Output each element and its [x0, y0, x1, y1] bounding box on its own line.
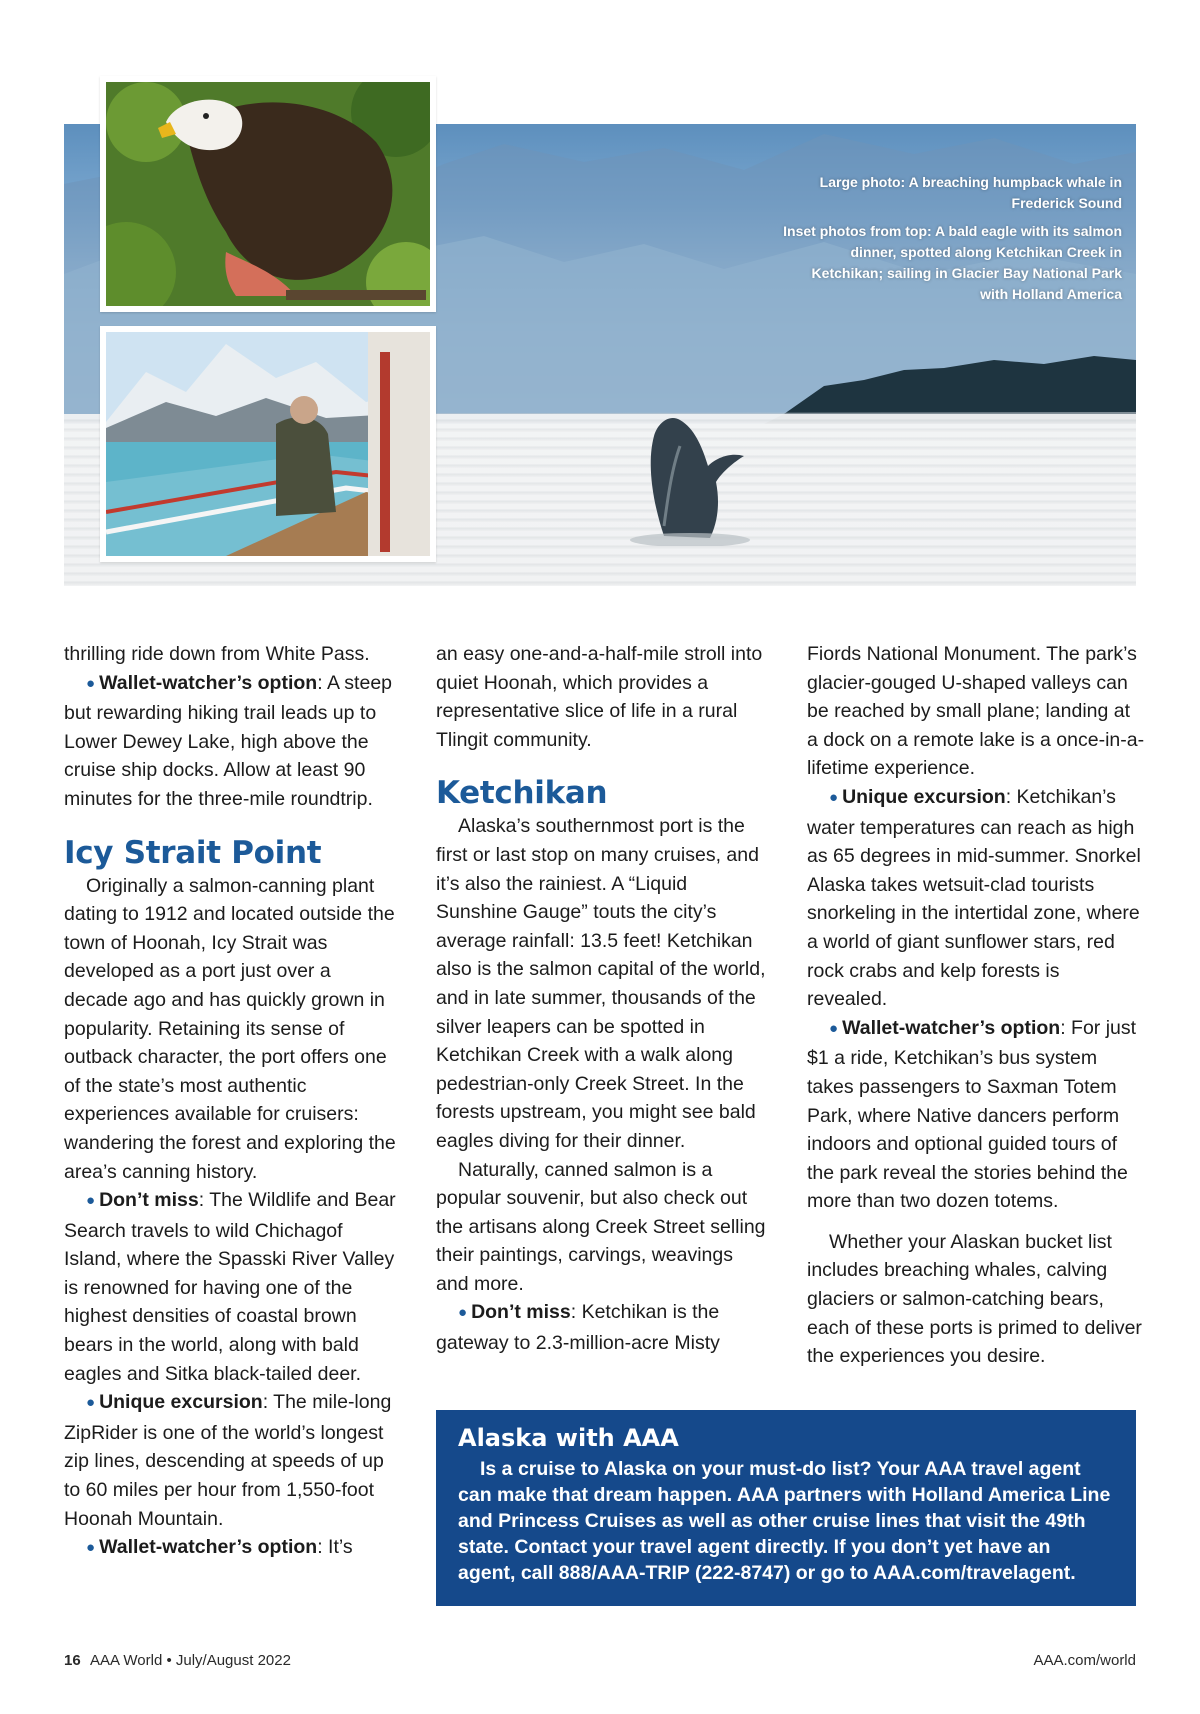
paragraph-text: : Ketchikan’s water temperatures can reach as high as 65 degrees in mid-summer. Snorkel Alaska takes wetsuit-clad tourists snorkeling in the intertidal zone, where a world of giant sunflower stars, red rock crabs and kelp forests is revealed. [807, 785, 1141, 1011]
alaska-with-aaa-box [436, 1410, 1136, 1606]
glacier-bay-inset-photo [100, 326, 436, 562]
bullet-icon [86, 1536, 99, 1558]
unique-excursion-label: Unique excursion [99, 1391, 263, 1414]
large-photo-caption: Large photo: A breaching humpback whale in Frederick Sound [819, 174, 1122, 211]
article-column-1 [64, 640, 396, 1564]
article-column-2 [436, 640, 768, 1358]
paragraph: an easy one-and-a-half-mile stroll into quiet Hoonah, which provides a representative slice of life in a rural Tlingit community. [436, 643, 763, 751]
dont-miss-paragraph [436, 1298, 768, 1357]
paragraph: Naturally, canned salmon is a popular souvenir, but also check out the artisans along Creek Street selling their paintings, carvings, weavings and more. [436, 1158, 766, 1295]
box-body-text: Is a cruise to Alaska on your must-do list? Your AAA travel agent can make that dream happen. AAA partners with Holland America Line and Princess Cruises as well as other cruise lines that visit the 49th state. Contact your travel agent directly. If you don’t yet have an agent, call 888/AAA-TRIP (222-8747) or go to [458, 1458, 1111, 1584]
paragraph-text: : The mile-long ZipRider is one of the world’s longest zip lines, descending at speeds of up to 60 miles per hour from 1,550-foot Hoonah Mountain. [64, 1391, 392, 1530]
unique-excursion-paragraph [64, 1388, 396, 1533]
paragraph-text: : For just $1 a ride, Ketchikan’s bus system takes passengers to Saxman Totem Park, where Native dancers perform indoors and optional guided tours of the park reveal the stories behind the more than two dozen totems. [807, 1016, 1137, 1213]
paragraph: Fiords National Monument. The park’s glacier-gouged U-shaped valleys can be reached by small plane; landing at a dock on a remote lake is a once-in-a-lifetime experience. [807, 643, 1145, 780]
box-title: Alaska with AAA [458, 1424, 679, 1452]
bald-eagle-image [106, 82, 430, 306]
box-end-punctuation: . [1070, 1562, 1076, 1584]
travel-agent-link[interactable]: AAA.com/travelagent [873, 1562, 1071, 1584]
paragraph-text: : Ketchikan is the gateway to 2.3-million-acre Misty [436, 1301, 720, 1355]
humpback-whale [624, 406, 774, 546]
wallet-watcher-option-paragraph [64, 1533, 396, 1564]
page-number: 16 [64, 1652, 81, 1669]
paragraph: thrilling ride down from White Pass. [64, 643, 370, 665]
section-heading-ketchikan: Ketchikan [436, 775, 608, 812]
paragraph-text: : A steep but rewarding hiking trail leads up to Lower Dewey Lake, high above the cruise ship docks. Allow at least 90 minutes for the three-mile roundtrip. [64, 671, 393, 810]
closing-paragraph: Whether your Alaskan bucket list includes breaching whales, calving glaciers or salmon-catching bears, each of these ports is primed to deliver the experiences you desire. [807, 1230, 1142, 1368]
unique-excursion-paragraph [807, 783, 1145, 1014]
inset-photos-caption: Inset photos from top: A bald eagle with its salmon dinner, spotted along Ketchikan Creek in Ketchikan; sailing in Glacier Bay National Park with Holland America [783, 223, 1122, 302]
article-column-3 [807, 640, 1145, 1371]
eagle-inset-photo [100, 76, 436, 312]
paragraph: Alaska’s southernmost port is the first or last stop on many cruises, and it’s also the rainiest. A “Liquid Sunshine Gauge” touts the city’s average rainfall: 13.5 feet! Ketchikan also is the salmon capital of the world, and in late summer, thousands of the silver leapers can be spotted in Ketchikan Creek with a walk along pedestrian-only Creek Street. In the forests upstream, you might see bald eagles diving for their dinner. [436, 815, 766, 1152]
page-footer [64, 1652, 1136, 1669]
paragraph: Originally a salmon-canning plant dating to 1912 and located outside the town of Hoonah, Icy Strait was developed as a port just over a decade ago and has quickly grown in popularity. Retaining its sense of outback character, the port offers one of the state’s most authentic experiences available for cruisers: wandering the forest and exploring the area’s canning history. [64, 874, 396, 1183]
wallet-watcher-option-paragraph [807, 1014, 1145, 1216]
bullet-icon [829, 786, 842, 808]
unique-excursion-label: Unique excursion [842, 785, 1006, 808]
website-link[interactable]: AAA.com/world [1033, 1652, 1136, 1669]
dont-miss-paragraph [64, 1186, 396, 1388]
bullet-icon [829, 1017, 842, 1039]
bullet-icon [86, 1391, 99, 1413]
box-text [458, 1456, 1112, 1586]
wallet-watcher-option-paragraph [64, 669, 396, 814]
bullet-icon [458, 1301, 471, 1323]
dont-miss-label: Don’t miss [99, 1189, 199, 1212]
publication-info: AAA World • July/August 2022 [90, 1652, 291, 1669]
dont-miss-label: Don’t miss [471, 1301, 571, 1324]
paragraph-text: : It’s [317, 1536, 353, 1559]
photo-caption [782, 172, 1122, 305]
bullet-icon [86, 672, 99, 694]
wallet-watcher-label: Wallet-watcher’s option [842, 1016, 1061, 1039]
section-heading-icy-strait-point: Icy Strait Point [64, 834, 322, 871]
paragraph-text: : The Wildlife and Bear Search travels to wild Chichagof Island, where the Spasski River Valley is renowned for having one of the highest densities of coastal brown bears in the world, along with bald eagles and Sitka black-tailed deer. [64, 1189, 396, 1385]
wallet-watcher-label: Wallet-watcher’s option [99, 1536, 318, 1559]
glacier-bay-image [106, 332, 430, 556]
bullet-icon [86, 1189, 99, 1211]
wallet-watcher-label: Wallet-watcher’s option [99, 671, 318, 694]
